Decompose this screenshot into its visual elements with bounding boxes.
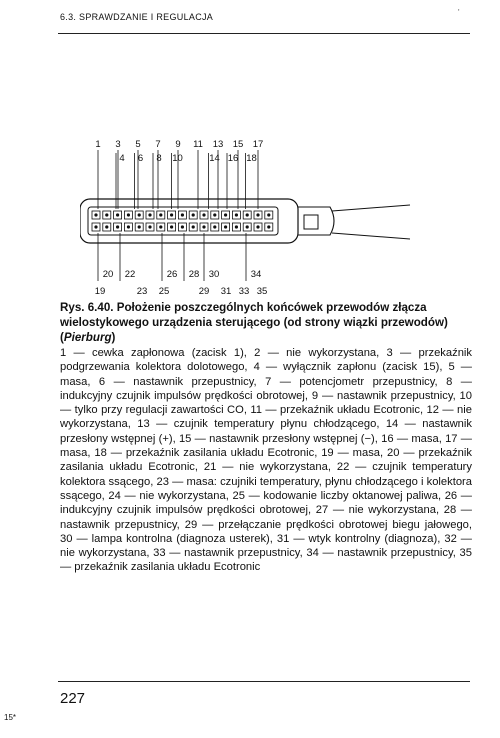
pin-label-bottom-inner: 30 <box>208 269 220 280</box>
caption-text: Położenie poszczególnych końcówek przewodów złącza wielostykowego urządzenia sterującego (od strony wiązki przewodów) ( <box>60 301 448 344</box>
pin-contact <box>94 213 97 216</box>
pin-contact <box>127 225 130 228</box>
pin-contact <box>213 213 216 216</box>
pin-contact <box>213 225 216 228</box>
pin-contact <box>267 225 270 228</box>
pin-contact <box>181 225 184 228</box>
pin-label-top-inner: 4 <box>119 153 125 164</box>
pin-contact <box>267 213 270 216</box>
caption-source: Pierburg <box>63 331 112 344</box>
pin-contact <box>94 225 97 228</box>
caption-close: ) <box>111 331 116 344</box>
pin-label-bottom-inner: 20 <box>102 269 114 280</box>
footer-rule <box>58 681 470 682</box>
pin-contact <box>235 213 238 216</box>
pin-label-bottom: 25 <box>158 286 170 297</box>
pin-contact <box>246 213 249 216</box>
cable-clip <box>298 207 334 235</box>
pin-label-bottom-inner: 22 <box>124 269 136 280</box>
pin-contact <box>159 225 162 228</box>
pin-label-top: 9 <box>175 139 181 150</box>
pin-label-top: 1 <box>95 139 101 150</box>
sheet-signature: 15* <box>4 713 17 722</box>
connector-figure <box>80 135 420 305</box>
pin-label-bottom: 31 <box>220 286 232 297</box>
pin-contact <box>256 225 259 228</box>
pin-contact <box>116 225 119 228</box>
pin-contact <box>235 225 238 228</box>
connector-diagram <box>80 135 420 300</box>
pin-label-bottom: 33 <box>238 286 250 297</box>
pin-contact <box>127 213 130 216</box>
pin-contact <box>246 225 249 228</box>
pin-contact <box>159 213 162 216</box>
page-number: 227 <box>60 690 86 707</box>
pin-contact <box>116 213 119 216</box>
pin-label-top-inner: 6 <box>137 153 144 164</box>
pin-contact <box>170 213 173 216</box>
pin-label-top: 17 <box>252 139 264 150</box>
pin-contact <box>224 225 227 228</box>
pin-label-bottom: 23 <box>136 286 148 297</box>
pin-label-top: 3 <box>115 139 121 150</box>
pin-label-bottom: 29 <box>198 286 210 297</box>
pin-label-top-inner: 10 <box>172 153 183 164</box>
pin-label-top-inner: 18 <box>246 153 257 164</box>
pin-label-top-inner: 14 <box>209 153 220 164</box>
pin-label-top: 5 <box>135 139 141 150</box>
pin-label-bottom-inner: 28 <box>188 269 200 280</box>
caption-label: Rys. 6.40. <box>60 301 114 314</box>
pin-contact <box>170 225 173 228</box>
pin-label-top: 11 <box>193 139 203 150</box>
pin-label-bottom-inner: 34 <box>250 269 262 280</box>
pin-label-top-inner: 8 <box>156 153 162 164</box>
pin-contact <box>192 225 195 228</box>
pin-label-top: 15 <box>232 139 244 150</box>
pin-contact <box>202 213 205 216</box>
pin-label-top: 7 <box>155 139 161 150</box>
connector-housing <box>80 199 298 243</box>
pin-contact <box>148 213 151 216</box>
pin-label-top: 13 <box>212 139 224 150</box>
pin-contact <box>202 225 205 228</box>
pin-contact <box>105 213 108 216</box>
pin-contact <box>138 225 141 228</box>
pin-contact <box>138 213 141 216</box>
pin-contact <box>256 213 259 216</box>
pin-label-bottom-inner: 26 <box>166 269 178 280</box>
pin-contact <box>148 225 151 228</box>
pin-contact <box>105 225 108 228</box>
running-header: 6.3. SPRAWDZANIE I REGULACJA <box>60 12 214 22</box>
figure-caption <box>60 300 472 345</box>
pin-contact <box>224 213 227 216</box>
header-rule <box>58 33 470 34</box>
pin-label-bottom: 35 <box>256 286 268 297</box>
pin-label-bottom: 19 <box>94 286 106 297</box>
cable-lines <box>332 205 410 239</box>
clip-tab <box>304 215 318 229</box>
pin-contact <box>181 213 184 216</box>
pin-description-text: 1 — cewka zapłonowa (zacisk 1), 2 — nie wykorzystana, 3 — przekaźnik podgrzewania kolektora dolotowego, 4 — wyłącznik zapłonu (zacisk 15), 5 — masa, 6 — nastawnik przepustnicy, 7 — potencjometr przepustnicy, 8 — indukcyjny czujnik impulsów prędkości obrotowej, 9 — nastawnik przepustnicy, 10 — tylko przy regulacji zawartości CO, 11 — przekaźnik układu Ecotronic, 12 — nie wykorzystana, 13 — czujnik temperatury płynu chłodzącego, 14 — nastawnik przesłony wstępnej (+), 15 — nastawnik przesłony wstępnej (−), 16 — masa, 17 — masa, 18 — przekaźnik zasilania układu Ecotronic, 19 — masa, 20 — przekaźnik zasilania układu Ecotronic, 21 — nie wykorzystana, 22 — czujnik temperatury kolektora ssącego, 23 — masa: czujniki temperatury, płynu chłodzącego i kolektora ssącego, 24 — nie wykorzystana, 25 — kodowanie liczby oktanowej paliwa, 26 — indukcyjny czujnik impulsów prędkości obrotowej, 27 — nie wykorzystana, 28 — nastawnik przepustnicy, 29 — przełączanie prędkości obrotowej biegu jałowego, 30 — lampa kontrolna (diagnoza usterek), 31 — wtyk kontrolny (diagnoza), 32 — nie wykorzystana, 33 — nastawnik przepustnicy, 34 — nastawnik przepustnicy, 35 — przekaźnik zasilania układu Ecotronic <box>60 347 472 574</box>
pin-contact <box>192 213 195 216</box>
corner-mark: ' <box>458 8 460 17</box>
pin-label-top-inner: 16 <box>227 153 239 164</box>
